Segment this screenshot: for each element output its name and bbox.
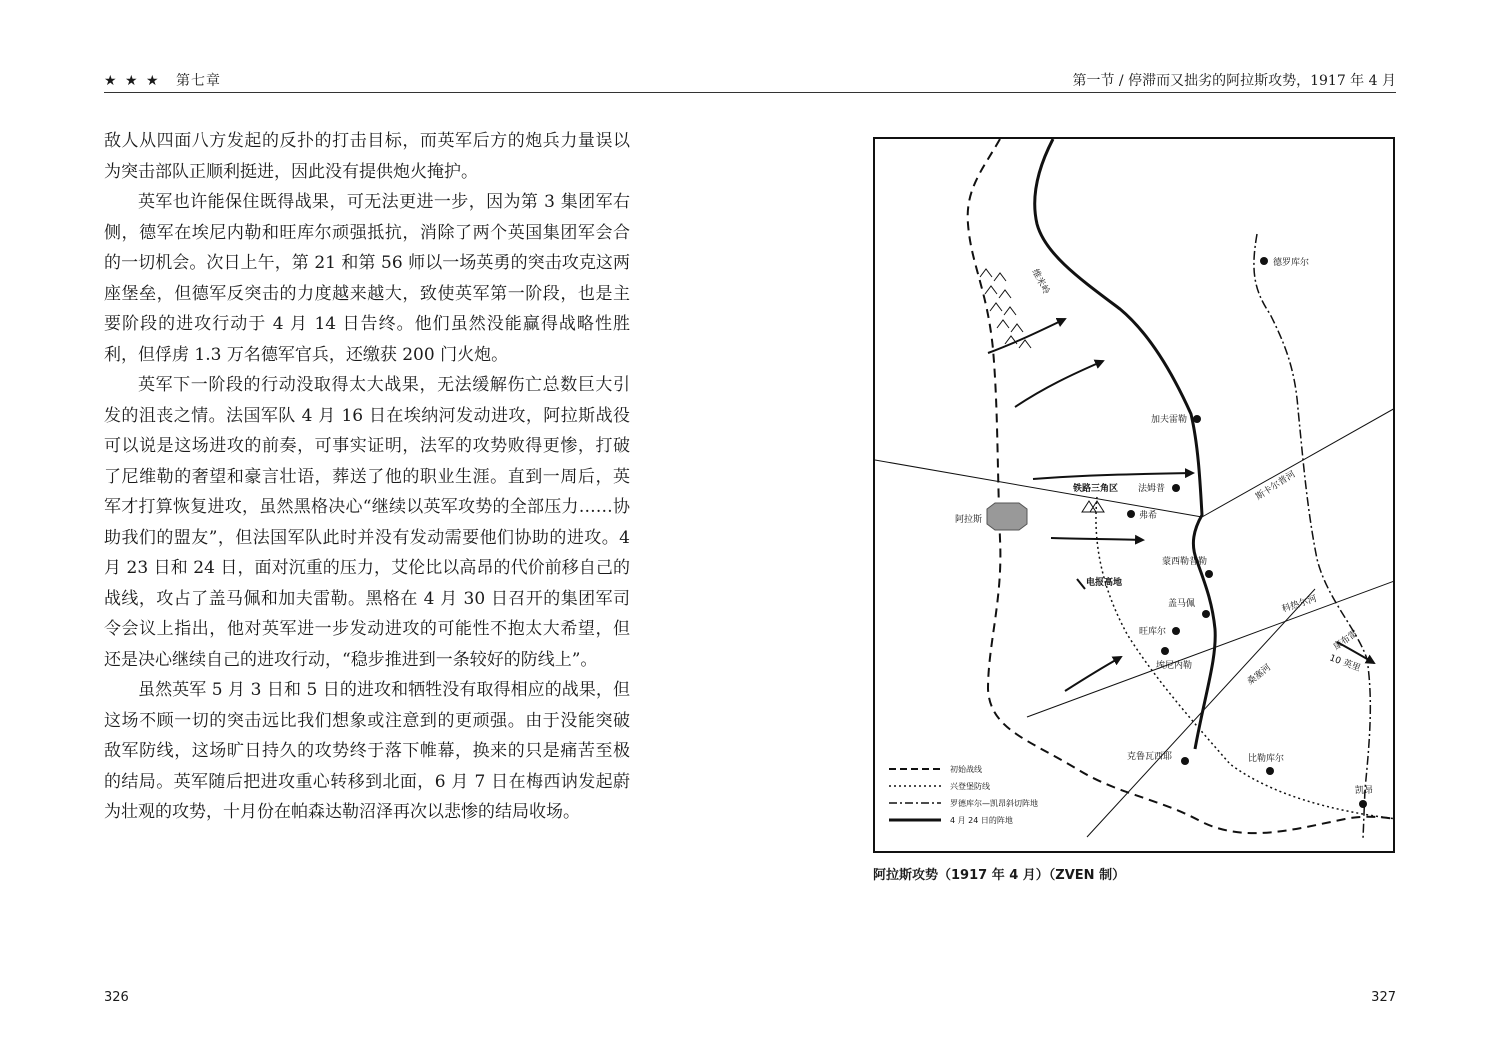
header-stars: ★ ★ ★: [104, 73, 161, 89]
attack-arrow: [1015, 361, 1103, 407]
initial-front-line: [968, 139, 1395, 833]
place-label: 比勒库尔: [1248, 754, 1285, 764]
railway-line: [1202, 407, 1395, 517]
map-legend: [889, 764, 1038, 825]
town-marker: [1202, 610, 1210, 618]
town-marker: [1172, 627, 1180, 635]
feature-label: 科热尔河: [1280, 594, 1319, 615]
feature-label: 康布雷: [1331, 628, 1360, 653]
arras-offensive-map: [873, 137, 1395, 853]
feature-label: 铁路三角区: [1073, 484, 1119, 494]
place-label: 凯昂: [1355, 786, 1374, 796]
chapter-title: 第七章: [176, 73, 222, 89]
page-number-left: 326: [104, 990, 129, 1005]
section-title: 第一节 / 停滞而又拙劣的阿拉斯攻势，1917 年 4 月: [1072, 73, 1396, 89]
place-label: 德罗库尔: [1273, 258, 1310, 268]
arras-town: [987, 503, 1027, 530]
place-label: 盖马佩: [1168, 599, 1196, 609]
legend-switch-line: 罗德库尔—凯昂斜切阵地: [950, 799, 1038, 808]
paragraph: 英军下一阶段的行动没取得太大战果，无法缓解伤亡总数巨大引发的沮丧之情。法国军队 4 月 16 日在埃纳河发动进攻，阿拉斯战役可以说是这场进攻的前奏，可事实证明，法军的攻势败得更惨，打破了尼维勒的奢望和豪言壮语，葬送了他的职业生涯。直到一周后，英军才打算恢复进攻，虽然黑格决心“继续以英军攻势的全部压力……协助我们的盟友”，但法国军队此时并没有发动需要他们协助的进攻。4 月 23 日和 24 日，面对沉重的压力，艾伦比以高昂的代价前移自己的战线，攻占了盖马佩和加夫雷勒。黑格在 4 月 30 日召开的集团军司令会议上指出，他对英军进一步发动进攻的可能性不抱太大希望，但还是决心继续自己的进攻行动，“稳步推进到一条较好的防线上”。: [104, 375, 630, 670]
place-label: 埃尼内勒: [1156, 661, 1193, 671]
town-marker: [1181, 757, 1189, 765]
attack-arrow: [1033, 473, 1193, 479]
paragraph: 虽然英军 5 月 3 日和 5 日的进攻和牺牲没有取得相应的战果，但这场不顾一切的突击远比我们想象或注意到的更顽强。由于没能突破敌军防线，这场旷日持久的攻势终于落下帷幕，换来的只是痛苦至极的结局。英军随后把进攻重心转移到北面，6 月 7 日在梅西讷发起蔚为壮观的攻势，十月份在帕森达勒沼泽再次以悲惨的结局收场。: [104, 680, 630, 822]
feature-label: 斯卡尔普河: [1254, 469, 1298, 503]
place-label: 克鲁瓦西耶: [1127, 752, 1173, 762]
attack-arrow: [1065, 657, 1121, 691]
place-label: 法姆普: [1138, 484, 1166, 494]
attack-arrow: [1051, 538, 1143, 540]
place-label: 加夫雷勒: [1151, 415, 1188, 425]
page-number-right: 327: [1371, 990, 1396, 1005]
body-text: [104, 126, 630, 828]
running-header-left: [104, 70, 221, 90]
feature-label: 维米岭: [1029, 267, 1051, 297]
town-marker: [1359, 800, 1367, 808]
town-marker: [1193, 415, 1201, 423]
town-marker: [1205, 570, 1213, 578]
legend-initial-line: 初始战线: [950, 765, 982, 774]
paragraph: 英军也许能保住既得战果，可无法更进一步，因为第 3 集团军右侧，德军在埃尼内勒和旺库尔顽强抵抗，消除了两个英国集团军会合的一切机会。次日上午，第 21 和第 56 师以一场英勇的突击攻克这两座堡垒，但德军反突击的力度越来越大，致使英军第一阶段，也是主要阶段的进攻行动于 4 月 14 日告终。他们虽然没能赢得战略性胜利，但俘虏 1.3 万名德军官兵，还缴获 200 门火炮。: [104, 192, 630, 365]
map-caption: 阿拉斯攻势（1917 年 4 月）（ZVEN 制）: [873, 868, 1126, 883]
paragraph: 敌人从四面八方发起的反扑的打击目标，而英军后方的炮兵力量误以为突击部队正顺利挺进，因此没有提供炮火掩护。: [104, 131, 630, 182]
telegraph-hill-symbol: [1082, 501, 1104, 512]
town-marker: [1260, 257, 1268, 265]
header-rule: [104, 92, 1396, 93]
town-marker: [1161, 647, 1169, 655]
place-label: 阿拉斯: [955, 515, 983, 525]
town-marker: [1172, 484, 1180, 492]
attack-arrow: [1077, 579, 1085, 589]
legend-hindenburg: 兴登堡防线: [950, 782, 990, 791]
feature-label: 桑塞河: [1245, 662, 1274, 688]
town-marker: [1127, 510, 1135, 518]
place-label: 蒙西勒普勒: [1162, 557, 1208, 567]
place-label: 弗希: [1139, 511, 1158, 521]
switch-line: [1254, 234, 1370, 839]
hindenburg-line: [1096, 497, 1395, 819]
town-marker: [1266, 767, 1274, 775]
legend-april24: 4 月 24 日的阵地: [950, 816, 1013, 825]
feature-label: 电报高地: [1086, 578, 1123, 588]
feature-label: 10 英里: [1327, 653, 1362, 674]
place-label: 旺库尔: [1139, 627, 1167, 637]
vimy-ridge-symbol: [980, 269, 1031, 348]
